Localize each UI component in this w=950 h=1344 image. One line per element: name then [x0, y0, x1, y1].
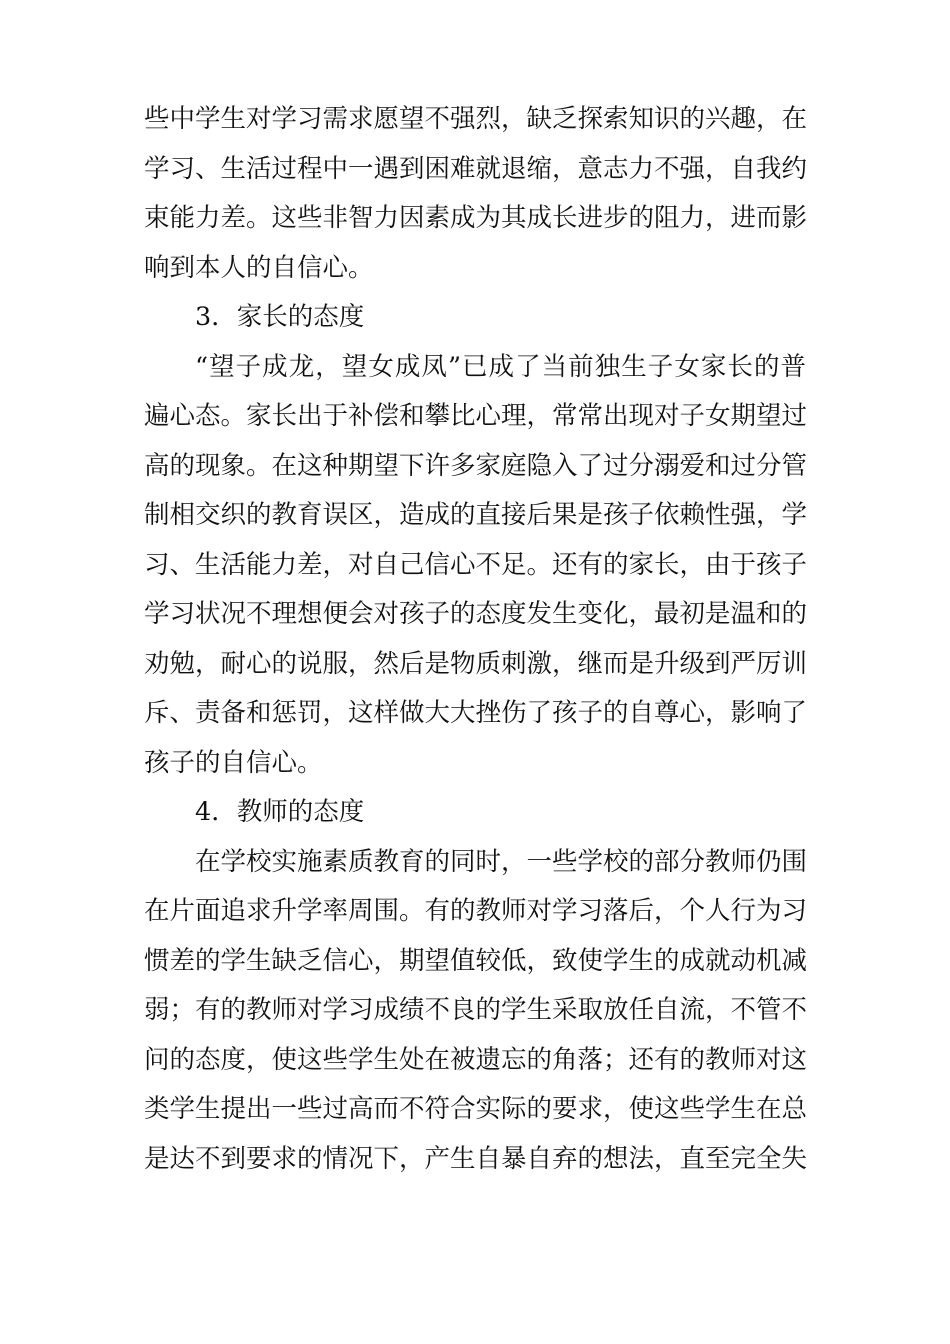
paragraph-last-line: 孩子的自信心。 — [144, 747, 323, 778]
text-line: 制相交织的教育误区，造成的直接后果是孩子依赖性强，学 — [144, 500, 808, 530]
text-line: 高的现象。在这种期望下许多家庭隐入了过分溺爱和过分管 — [144, 450, 808, 481]
text-line: 类学生提出一些过高而不符合实际的要求，使这些学生在总 — [144, 1094, 808, 1124]
text-line: 问的态度，使这些学生处在被遗忘的角落；还有的教师对这 — [144, 1044, 808, 1075]
text-line: 惯差的学生缺乏信心，期望值较低，致使学生的成就动机减 — [144, 945, 808, 976]
text-line: 些中学生对学习需求愿望不强烈，缺乏探索知识的兴趣，在 — [144, 104, 808, 134]
text-line: 学习、生活过程中一遇到困难就退缩，意志力不强，自我约 — [144, 153, 808, 184]
paragraph-first-line: “望子成龙，望女成凤”已成了当前独生子女家长的普 — [195, 351, 806, 382]
text-line: 弱；有的教师对学习成绩不良的学生采取放任自流，不管不 — [144, 995, 808, 1025]
text-line: 劝勉，耐心的说服，然后是物质刺激，继而是升级到严厉训 — [144, 648, 808, 679]
document-page — [144, 95, 806, 1184]
text-line: 是达不到要求的情况下，产生自暴自弃的想法，直至完全失 — [144, 1143, 808, 1174]
text-line: 遍心态。家长出于补偿和攀比心理，常常出现对子女期望过 — [144, 401, 808, 431]
text-line: 在片面追求升学率周围。有的教师对学习落后，个人行为习 — [144, 896, 808, 926]
text-line: 习、生活能力差，对自己信心不足。还有的家长，由于孩子 — [144, 549, 808, 580]
paragraph-first-line: 在学校实施素质教育的同时，一些学校的部分教师仍围 — [195, 846, 808, 877]
text-line: 束能力差。这些非智力因素成为其成长进步的阻力，进而影 — [144, 203, 808, 233]
section-heading: 4．教师的态度 — [195, 797, 365, 827]
text-line: 学习状况不理想便会对孩子的态度发生变化，最初是温和的 — [144, 599, 808, 629]
section-heading: 3．家长的态度 — [195, 302, 365, 332]
paragraph-last-line: 响到本人的自信心。 — [144, 252, 374, 283]
text-line: 斥、责备和惩罚，这样做大大挫伤了孩子的自尊心，影响了 — [144, 698, 808, 728]
